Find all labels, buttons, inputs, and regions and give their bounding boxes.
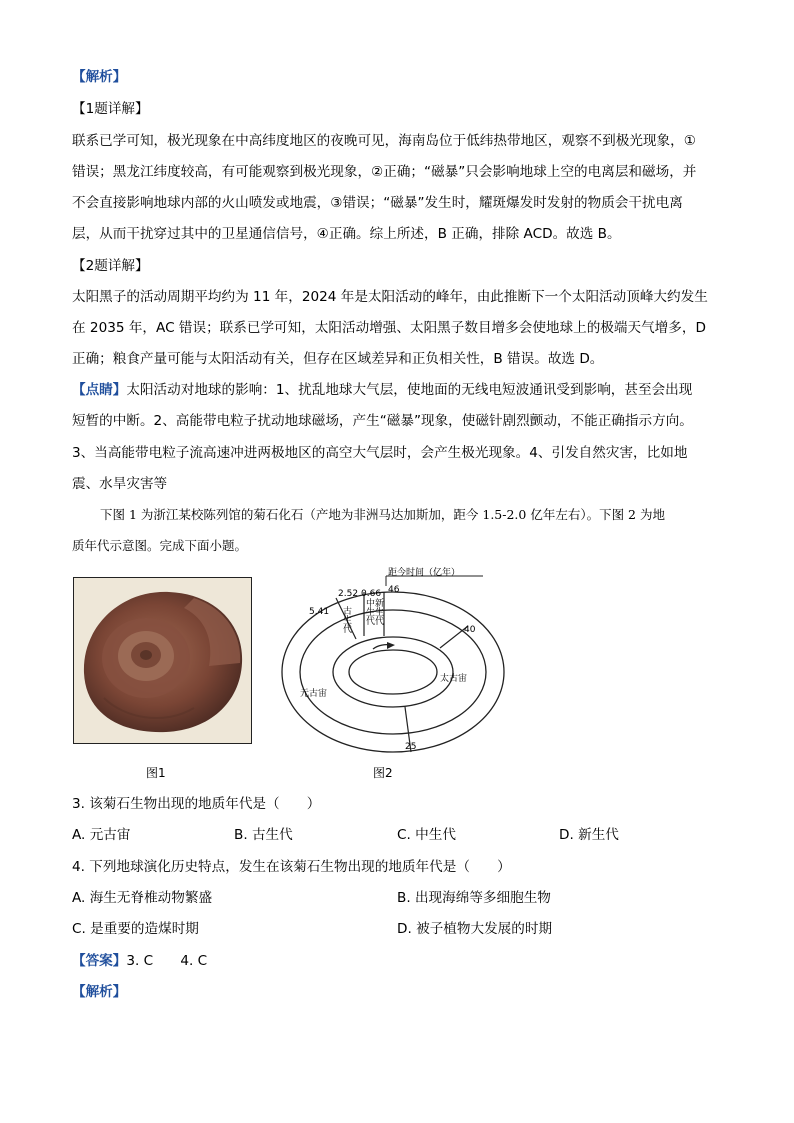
- q4-option-c[interactable]: C. 是重要的造煤时期: [72, 921, 199, 937]
- tick-5-41: 5.41: [309, 607, 330, 617]
- analysis-heading: 【解析】: [72, 69, 127, 85]
- figure2-caption: 图2: [373, 766, 393, 780]
- tip-line-2: 短暂的中断。2、高能带电粒子扰动地球磁场，产生“磁暴”现象，使磁针剧烈颤动，不能正确指示方向。: [72, 413, 693, 429]
- answer-text: 3. C 4. C: [126, 953, 208, 969]
- q4-option-d[interactable]: D. 被子植物大发展的时期: [397, 921, 553, 937]
- tick-2-52: 2.52: [338, 589, 359, 599]
- time-axis-label: 距今时间（亿年）: [388, 568, 461, 578]
- q1-line-2: 错误；黑龙江纬度较高，有可能观察到极光现象，②正确；“磁暴”只会影响地球上空的电离层和磁场，并: [72, 164, 697, 180]
- era-mesozoic: 中生代: [364, 598, 374, 625]
- ammonite-fossil-photo: [73, 577, 252, 744]
- q3-option-b[interactable]: B. 古生代: [234, 827, 293, 843]
- q4-option-b[interactable]: B. 出现海绵等多细胞生物: [397, 890, 551, 906]
- intro-line-2: 质年代示意图。完成下面小题。: [72, 538, 248, 553]
- q2-line-2: 在 2035 年，AC 错误；联系已学可知，太阳活动增强、太阳黑子数目增多会使地球上的极端天气增多，D: [72, 320, 706, 336]
- tick-25: 25: [405, 742, 417, 752]
- eon-archean: 太古宙: [440, 674, 468, 684]
- tip-text: 太阳活动对地球的影响：1、扰乱地球大气层，使地面的无线电短波通讯受到影响，甚至会出现: [126, 382, 693, 398]
- intro-line-1: 下图 1 为浙江某校陈列馆的菊石化石（产地为非洲马达加斯加，距今 1.5-2.0 亿年左右）。下图 2 为地: [100, 507, 665, 522]
- tick-0-66: 0.66: [361, 589, 382, 599]
- q1-detail-heading: 【1题详解】: [72, 101, 149, 117]
- q3-option-a[interactable]: A. 元古宙: [72, 827, 131, 843]
- tick-46: 46: [388, 585, 400, 595]
- q3-option-d[interactable]: D. 新生代: [559, 827, 619, 843]
- ammonite-illustration: [74, 578, 251, 743]
- tip-line-4: 震、水旱灾害等: [72, 476, 168, 492]
- era-cenozoic: 新生代: [373, 598, 383, 625]
- era-paleozoic: 古生代: [341, 606, 351, 633]
- q3-option-c[interactable]: C. 中生代: [397, 827, 456, 843]
- q1-line-4: 层，从而干扰穿过其中的卫星通信信号，④正确。综上所述，B 正确，排除 ACD。故选 B。: [72, 226, 621, 242]
- q1-line-3: 不会直接影响地球内部的火山喷发或地震，③错误；“磁暴”发生时，耀斑爆发时发射的物质会干扰电离: [72, 195, 683, 211]
- tip-line-1: [72, 381, 692, 399]
- eon-proterozoic: 元古宙: [300, 689, 328, 699]
- q4-stem: 4. 下列地球演化历史特点，发生在该菊石生物出现的地质年代是（ ）: [72, 859, 511, 875]
- time-rings: [268, 566, 508, 758]
- answer-tag: 【答案】: [72, 953, 127, 969]
- tip-line-3: 3、当高能带电粒子流高速冲进两极地区的高空大气层时，会产生极光现象。4、引发自然灾害，比如地: [72, 445, 688, 461]
- geological-time-diagram: [268, 566, 508, 758]
- q2-line-3: 正确；粮食产量可能与太阳活动有关，但存在区域差异和正负相关性，B 错误。故选 D。: [72, 351, 604, 367]
- q1-line-1: 联系已学可知，极光现象在中高纬度地区的夜晚可见，海南岛位于低纬热带地区，观察不到极光现象，①: [72, 133, 696, 149]
- analysis-heading-2: 【解析】: [72, 984, 127, 1000]
- q3-stem: 3. 该菊石生物出现的地质年代是（ ）: [72, 796, 321, 812]
- answer-line: [72, 952, 207, 970]
- q2-detail-heading: 【2题详解】: [72, 258, 149, 274]
- tip-tag: 【点睛】: [72, 382, 127, 398]
- figure1-caption: 图1: [146, 766, 166, 780]
- q2-line-1: 太阳黑子的活动周期平均约为 11 年，2024 年是太阳活动的峰年，由此推断下一个太阳活动顶峰大约发生: [72, 289, 708, 305]
- tick-40: 40: [464, 625, 476, 635]
- q4-option-a[interactable]: A. 海生无脊椎动物繁盛: [72, 890, 213, 906]
